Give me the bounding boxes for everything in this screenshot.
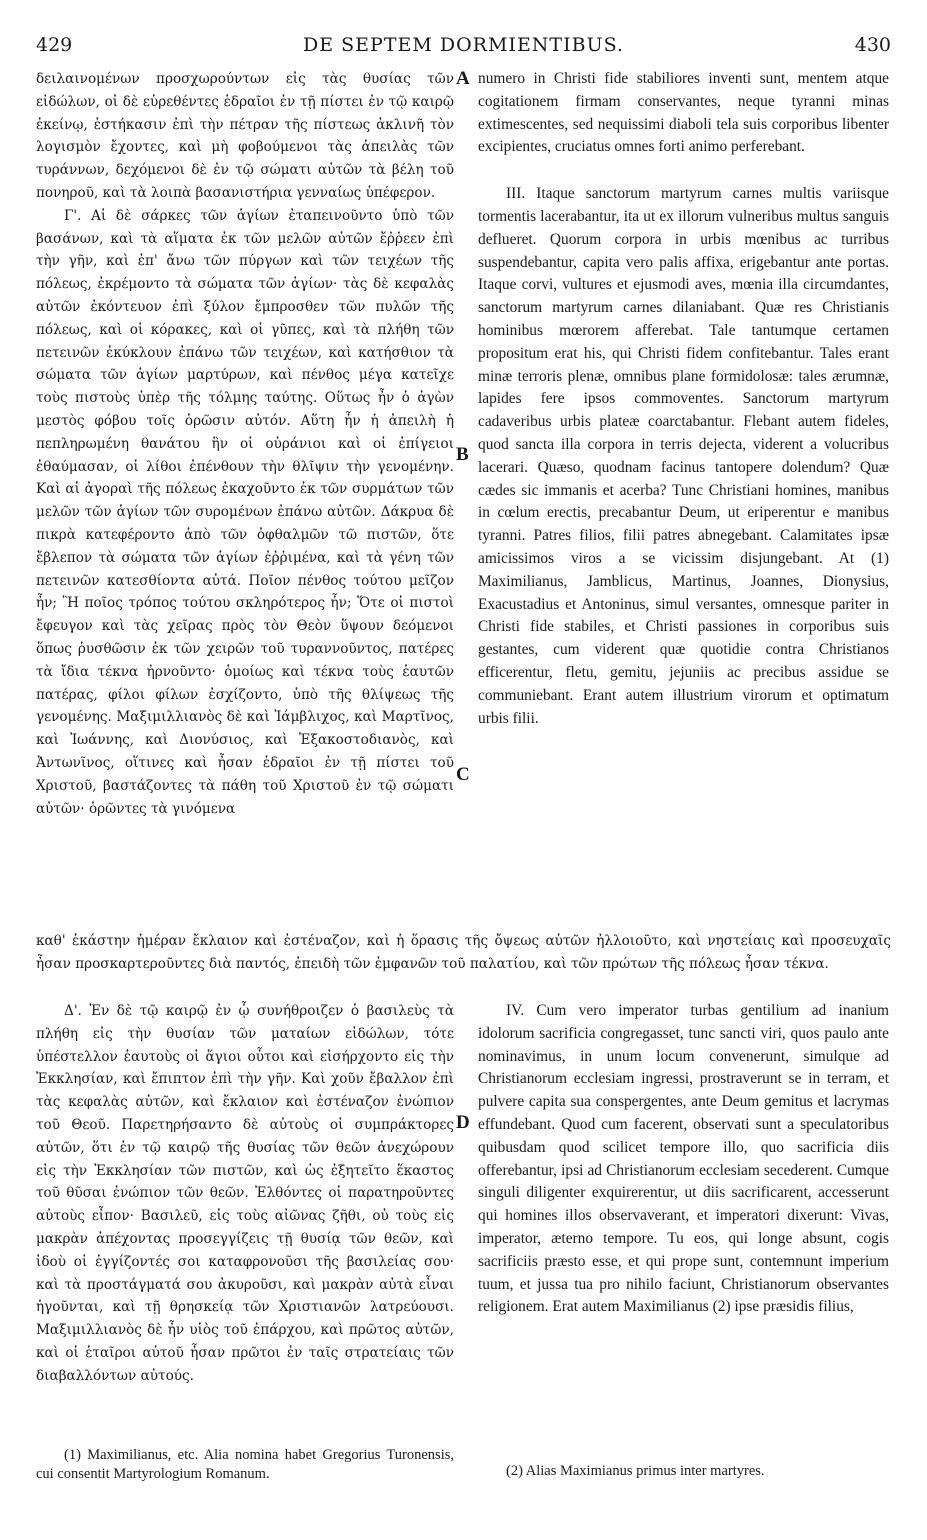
latin-column-bottom [478,1000,889,1319]
footnote-left [36,1446,454,1484]
left-page-number: 429 [36,34,73,56]
latin-paragraph-2: III. Itaque sanctorum martyrum carnes multis variisque tormentis lacerabantur, ita ut ex illorum vulneribus multus sanguis deflueret. Quorum corpora in urbis mœnibus ac turribus suspendebantur, capita vero palis affixa, erigebantur ante portas. Itaque corvi, vultures et ejusmodi aves, mœnia illa circumdantes, sanctorum martyrum carnes dilaniabant. Quæ res Christianis hominibus mœrorem afferebat. Tale tantumque certamen propositum erat his, qui Christi fidem confitebantur. Tales erant minæ terroris plenæ, omnibus plane formidolosæ: tales ærumnæ, lapides fere ipsos commoventes. Sanctorum martyrum cadaveribus urbis plateæ coarctabantur. Flebant autem fideles, quod sancta illa corpora in terris dejecta, viderent a volucribus lacerari. Quæso, quodnam facinus tantopere dolendum? Quæ cædes sic immanis et acerba? Tunc Christiani homines, manibus in cœlum erectis, precabantur Deum, ut eriperentur e manibus tyranni. Patres filios, filii patres abnegebant. Calamitates ipsæ amicissimos viros a se vicissim disjungebant. At (1) Maximilianus, Jamblicus, Martinus, Joannes, Dionysius, Exacustadius et Antoninus, simul versantes, omnesque pariter in Christi fide stabiles, et Christi passiones in corporibus suis gestantes, cum viderent quæ quotidie contra Christianos efficerentur, fletu, gemitu, jejuniis ac precibus assidue se communiebant. Erant autem illustrium virorum et optimatum urbis filii. [478,185,889,727]
greek-column-bottom [36,1000,454,1388]
margin-letter-c: C [456,764,470,785]
greek-paragraph-3: Δ'. Ἐν δὲ τῷ καιρῷ ἐν ᾧ συνήθροιζεν ὁ βασιλεὺς τὰ πλήθη εἰς τὴν θυσίαν τῶν ματαίων εἰδώλων, τότε ὑπέστελλον ἑαυτοὺς οἱ ἅγιοι οὗτοι καὶ εἰσήρχοντο εἰς τὴν Ἐκκλησίαν, καὶ ἔπιπτον ἐπὶ τὴν γῆν. Καὶ χοῦν ἔβαλλον ἐπὶ τὰς κεφαλὰς αὐτῶν, καὶ ἔκλαιον καὶ ἐστέναζον ἐνώπιον τοῦ Θεοῦ. Παρετηρήσαντο δὲ αὐτοὺς οἱ συμπράκτορες αὐτῶν, ὅτι ἐν τῷ καιρῷ τῆς θυσίας τῶν θεῶν ἀνεχώρουν εἰς τὴν Ἐκκλησίαν τῶν πιστῶν, καὶ ὡς ἐξητεῖτο ἕκαστος τοῦ θῦσαι ἐνώπιον τῶν θεῶν. Ἐλθόντες οἱ παρατηροῦντες αὐτοὺς εἶπον· Βασιλεῦ, εἰς τοὺς αἰῶνας ζῆθι, οὐ τοὺς εἰς μακρὰν ἀπέχοντας προσεγγίζεις τῇ θυσίᾳ τῶν θεῶν, καὶ ἰδοὺ οἱ ἐγγίζοντές σοι καταφρονοῦσι τῆς βασιλείας σου· καὶ τὰ προστάγματά σου ἀκυροῦσι, καὶ μακρὰν αὐτὰ εἶναι ἡγοῦνται, καὶ τῇ θρησκείᾳ τῶν Χριστιανῶν λατρεύουσι. Μαξιμιλλιανὸς δὲ ἦν υἱὸς τοῦ ἐπάρχου, καὶ πρῶτος αὐτῶν, καὶ οἱ ἑταῖροι αὐτοῦ ἦσαν πρῶτοι ἐν ταῖς στρατείαις τῶν διαβαλλόντων αὐτούς. [36,1003,454,1384]
latin-paragraph-3: IV. Cum vero imperator turbas gentilium ad inanium idolorum sacrificia congregasset, tunc sancti viri, quos paulo ante nominavimus, in unum locum convenerunt, simulque ad Christianorum ecclesiam ingressi, prostraverunt se in terram, et pulvere capita sua conspergentes, ante Deum gemitus et lacrymas effundebant. Quod cum facerent, observati sunt a speculatoribus quibusdam quod scilicet tempore illo, quo sacrificia diis offerebantur, ipsi ad Christianorum ecclesiam secederent. Cumque singuli diligenter exquirerentur, ut diis sacrificarent, accesserunt qui homines illos observaverant, et imperatori dixerunt: Vivas, imperator, æterno tempore. Tu eos, qui longe absunt, cogis sacrificiis præsto esse, et qui prope sunt, contemnunt imperium tuum, et jussa tua pro nihilo faciunt, Christianorum observantes religionem. Erat autem Maximilianus (2) ipse præsidis filius, [478,1002,889,1316]
footnote-1: (1) Maximilianus, etc. Alia nomina habet Gregorius Turonensis, cui consentit Martyrologium Romanum. [36,1447,454,1482]
margin-letter-d: D [456,1112,470,1133]
greek-column-top [36,68,454,820]
running-title: DE SEPTEM DORMIENTIBUS. [303,34,624,56]
margin-letter-a: A [456,68,470,89]
greek-full-width-continuation [36,930,891,976]
margin-letter-b: B [456,444,469,465]
footnote-2: (2) Alias Maximianus primus inter martyres. [506,1463,765,1479]
right-page-number: 430 [854,34,891,56]
greek-paragraph-2-end: καθ' ἑκάστην ἡμέραν ἔκλαιον καὶ ἐστέναζον, καὶ ἡ ὅρασις τῆς ὄψεως αὐτῶν ἠλλοιοῦτο, καὶ νηστείαις καὶ προσευχαῖς ἦσαν προσκαρτεροῦντες διὰ παντός, ἐπειδὴ τῶν ἐμφανῶν τοῦ παλατίου, καὶ τῶν πρώτων τῆς πόλεως ἦσαν τέκνα. [36,933,891,972]
latin-column-top [478,68,889,730]
greek-paragraph-2: Γ'. Αἱ δὲ σάρκες τῶν ἁγίων ἐταπεινοῦντο ὑπὸ τῶν βασάνων, καὶ τὰ αἵματα ἐκ τῶν μελῶν αὐτῶν ἔῤῥεεν ἐπὶ τὴν γῆν, καὶ ἐπ' ἄνω τῶν πύργων καὶ τῶν τειχέων τῆς πόλεως, ἐκρέμοντο τὰ σώματα τῶν ἁγίων· τὰς δὲ κεφαλὰς αὐτῶν ἐκόντευον ἐπὶ ξύλον ἔμπροσθεν τῶν πυλῶν τῆς πόλεως, καὶ οἱ κόρακες, καὶ οἱ γῦπες, καὶ τὰ πλήθη τῶν πετεινῶν ἐκύκλουν ἐπάνω τῶν τειχέων, καὶ κατήσθιον τὰ σώματα τῶν ἁγίων μαρτύρων, καὶ πένθος μέγα κατεῖχε τοὺς πιστοὺς ὑπὲρ τῆς τόλμης ταύτης. Οὕτως ἦν ὁ ἀγὼν μεστὸς φόβου τοῖς ὁρῶσιν αὐτόν. Αὕτη ἦν ἡ ἀπειλὴ ἡ πεπληρωμένη θανάτου ἣν οἱ οὐράνιοι καὶ οἱ ἐπίγειοι ἐθαύμασαν, οἱ λίθοι ἐπένθουν τὴν θλῖψιν τὴν γενομένην. Καὶ αἱ ἀγοραὶ τῆς πόλεως ἐκαχοῦντο ἐκ τῶν συρμάτων τῶν μελῶν τῶν ἁγίων τῶν συρομένων ἐπάνω αὐτῶν. Δάκρυα δὲ πικρὰ κατεφέροντο ἀπὸ τῶν ὀφθαλμῶν τῶ πιστῶν, ὅτε ἔβλεπον τὰ σώματα τῶν ἁγίων ἐῤῥιμένα, καὶ τὰ γένη τῶν πετεινῶν κατεσθίοντα αὐτά. Ποῖον πένθος τούτου μεῖζον ἦν; Ἢ ποῖος τρόπος τούτου σκληρότερος ἦν; Ὅτε οἱ πιστοὶ ἔφευγον καὶ τὰς χεῖρας πρὸς τὸν Θεὸν ὕψουν δεόμενοι ὅπως ῥυσθῶσιν ἐκ τῶν χειρῶν τοῦ τυραννοῦντος, πατέρες τὰ ἴδια τέκνα ἠρνοῦντο· ὁμοίως καὶ τέκνα τοὺς ἑαυτῶν πατέρας, φίλοι φίλων ἐσχίζοντο, ὑπὸ τῆς θλίψεως τῆς γενομένης. Μαξιμιλλιανὸς δὲ καὶ Ἰάμβλιχος, καὶ Μαρτῖνος, καὶ Ἰωάννης, καὶ Διονύσιος, καὶ Ἐξακοστοδιανὸς, καὶ Ἀντωνῖνος, οἵτινες καὶ ἦσαν ἑδραῖοι ἐν τῇ πίστει τοῦ Χριστοῦ, βαστάζοντες τὰ πάθη τοῦ Χριστοῦ ἐν τῷ σώματι αὐτῶν· ὁρῶντες τὰ γινόμενα [36,207,454,817]
greek-paragraph-1: δειλαινομένων προσχωρούντων εἰς τὰς θυσίας τῶν εἰδώλων, οἱ δὲ εὑρεθέντες ἑδραῖοι ἐν τῇ πίστει ἐν τῷ καιρῷ ἐκείνῳ, ἑστήκασιν ἐπὶ τὴν πέτραν τῆς πίστεως ἀκλινῆ τὸν λογισμὸν ἔχοντες, καὶ μὴ φοβούμενοι τὰς ἀπειλὰς τῶν τυράννων, δεχόμενοι δὲ ἐν τῷ σώματι αὐτῶν τὰ βέλη τοῦ πονηροῦ, καὶ τὰ λοιπὰ βασανιστήρια γενναίως ὑπέφερον. [36,71,454,201]
footnote-right [478,1462,889,1481]
latin-paragraph-1: numero in Christi fide stabiliores inventi sunt, mentem atque cogitationem firmam conservantes, neque tyranni minas extimescentes, sed nequissimi diaboli tela suis corporibus libenter excipientes, cruciatus omnes forti animo perferebant. [478,70,889,156]
page-header [36,34,891,64]
